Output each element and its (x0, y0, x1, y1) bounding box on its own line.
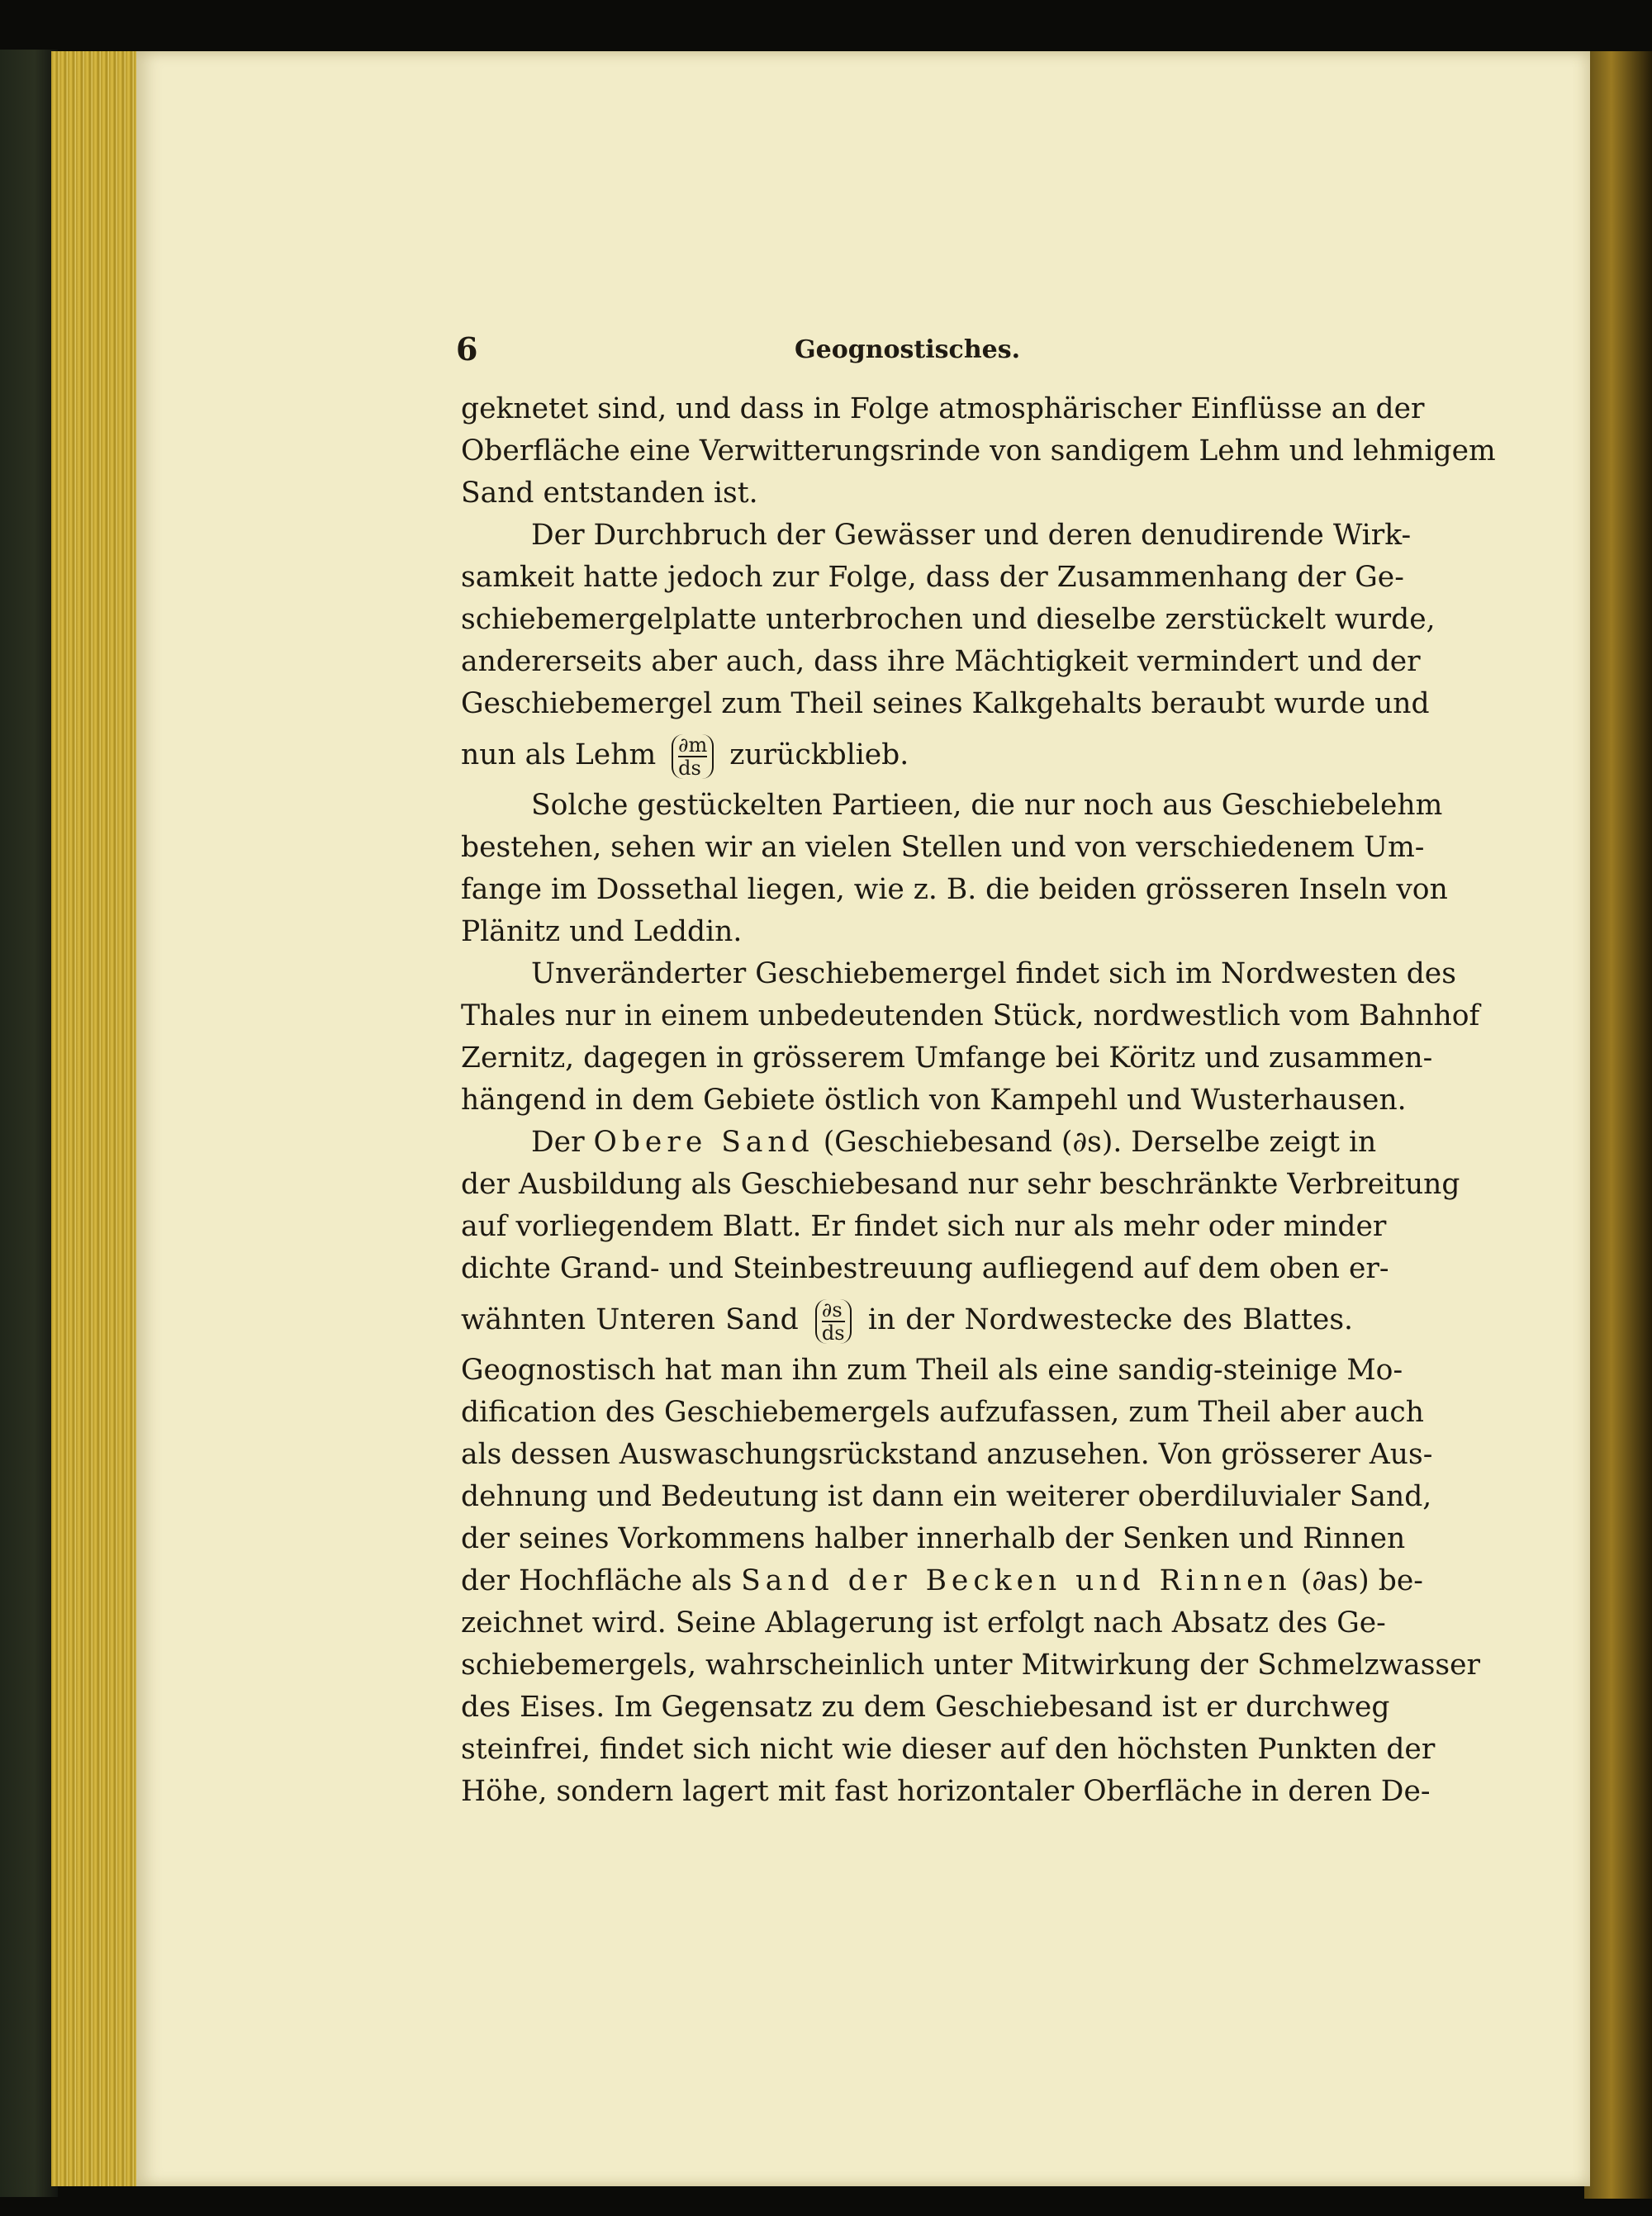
right-page-edge (1584, 51, 1652, 2199)
formula-numerator: ∂s (822, 1299, 845, 1322)
text-line: Geschiebemergel zum Theil seines Kalkgehalts beraubt wurde und (461, 687, 1430, 720)
text-line: zeichnet wird. Seine Ablagerung ist erfolgt nach Absatz des Ge- (461, 1606, 1386, 1639)
text-line: Zernitz, dagegen in grösserem Umfange bei Köritz und zusammen- (461, 1042, 1433, 1075)
text-line: dehnung und Bedeutung ist dann ein weiterer oberdiluvialer Sand, (461, 1480, 1432, 1513)
text-segment: wähnten Unteren Sand (461, 1303, 799, 1336)
text-line: dichte Grand- und Steinbestreuung aufliegend auf dem oben er- (461, 1252, 1389, 1285)
formula-denominator: ds (821, 1321, 845, 1345)
text-line: der seines Vorkommens halber innerhalb der Senken und Rinnen (461, 1522, 1406, 1555)
running-head: Geognostisches. (795, 335, 1021, 364)
section-term-sand-der-becken: Sand der Becken und Rinnen (741, 1564, 1292, 1597)
text-line: Plänitz und Leddin. (461, 915, 743, 948)
text-line: geknetet sind, und dass in Folge atmosphärischer Einflüsse an der (461, 392, 1425, 425)
page-stack-edge (51, 51, 150, 2186)
text-line: auf vorliegendem Blatt. Er findet sich nur als mehr oder minder (461, 1210, 1387, 1243)
formula-numerator: ∂m (678, 733, 708, 757)
text-line: bestehen, sehen wir an vielen Stellen und von verschiedenem Um- (461, 831, 1425, 864)
formula-ds-ds (815, 1299, 852, 1344)
text-line: Solche gestückelten Partieen, die nur noch aus Geschiebelehm (531, 789, 1443, 822)
page-header (456, 330, 1365, 380)
book-cover-edge (0, 50, 58, 2197)
text-line: Höhe, sondern lagert mit fast horizontaler Oberfläche in deren De- (461, 1775, 1431, 1808)
text-line: Oberfläche eine Verwitterungsrinde von sandigem Lehm und lehmigem (461, 434, 1496, 467)
text-segment: (∂as) be- (1300, 1564, 1423, 1597)
text-line: fange im Dossethal liegen, wie z. B. die beiden grösseren Inseln von (461, 873, 1448, 906)
text-line: schiebemergelplatte unterbrochen und dieselbe zerstückelt wurde, (461, 603, 1436, 636)
section-term-obere-sand: Obere Sand (593, 1126, 814, 1159)
text-line: schiebemergels, wahrscheinlich unter Mitwirkung der Schmelzwasser (461, 1649, 1481, 1682)
text-line: der Ausbildung als Geschiebesand nur sehr beschränkte Verbreitung (461, 1168, 1460, 1201)
body-text (461, 388, 1496, 1813)
text-line: samkeit hatte jedoch zur Folge, dass der Zusammenhang der Ge- (461, 561, 1404, 594)
text-line (461, 1122, 1377, 1164)
formula-dm-ds (672, 734, 714, 779)
text-line: andererseits aber auch, dass ihre Mächtigkeit vermindert und der (461, 645, 1421, 678)
page-number: 6 (456, 330, 478, 368)
text-segment: nun als Lehm (461, 738, 657, 771)
text-line: Unveränderter Geschiebemergel findet sich im Nordwesten des (531, 957, 1456, 990)
text-segment: (Geschiebesand (∂s). Derselbe zeigt in (823, 1126, 1377, 1159)
text-line (461, 1560, 1423, 1602)
text-line: Geognostisch hat man ihn zum Theil als eine sandig-steinige Mo- (461, 1354, 1403, 1387)
text-segment: in der Nordwestecke des Blattes. (867, 1303, 1354, 1336)
formula-denominator: ds (678, 756, 701, 780)
text-line: hängend in dem Gebiete östlich von Kampehl und Wusterhausen. (461, 1084, 1407, 1117)
text-line: Thales nur in einem unbedeutenden Stück, nordwestlich vom Bahnhof (461, 999, 1480, 1032)
text-line: als dessen Auswaschungsrückstand anzusehen. Von grösserer Aus- (461, 1438, 1433, 1471)
text-line: des Eises. Im Gegensatz zu dem Geschiebesand ist er durchweg (461, 1691, 1390, 1724)
text-line: Sand entstanden ist. (461, 477, 758, 510)
text-line (461, 725, 1353, 785)
text-segment: der Hochfläche als (461, 1564, 733, 1597)
text-segment: Der (531, 1126, 585, 1159)
text-line: Der Durchbruch der Gewässer und deren denudirende Wirk- (531, 519, 1412, 552)
text-line: dification des Geschiebemergels aufzufassen, zum Theil aber auch (461, 1396, 1424, 1429)
text-line: steinfrei, findet sich nicht wie dieser auf den höchsten Punkten der (461, 1733, 1436, 1766)
text-segment: zurückblieb. (729, 738, 909, 771)
text-line (461, 1290, 1353, 1350)
